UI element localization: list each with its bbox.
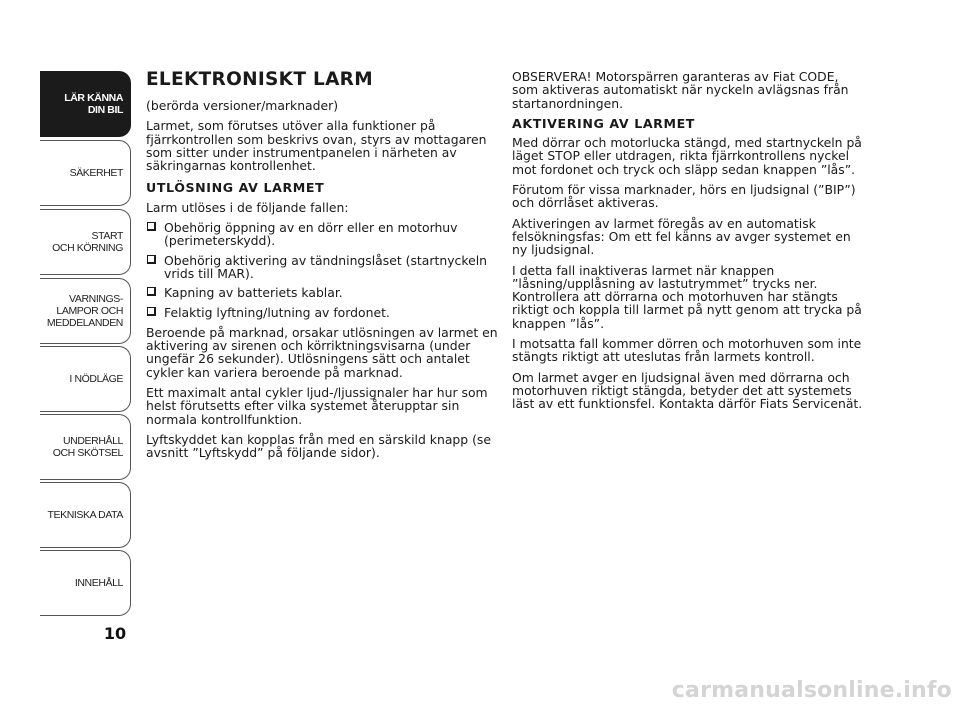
paragraph: Beroende på marknad, orsakar utlösningen av larmet en aktivering av sirenen och körriktningsvisarna (under ungefär 26 sekunder). Utlösningens sätt och antalet cykler kan variera beroende på marknad. (146, 324, 498, 380)
section-title: ELEKTRONISKT LARM (146, 69, 373, 90)
paragraph: I detta fall inaktiveras larmet när knappen ”låsning/upplåsning av lastutrymmet” trycks ner. Kontrollera att dörrarna och motorhuven har stängts riktigt och koppla till larmet på nytt genom att trycka på knappen ”lås”. (512, 262, 862, 331)
list-item: Felaktig lyftning/lutning av fordonet. (146, 306, 502, 319)
tab-i-nodlage[interactable]: I NÖDLÄGE (40, 346, 131, 412)
tab-tekniska-data[interactable]: TEKNISKA DATA (40, 482, 131, 548)
right-column (512, 70, 868, 418)
list-item: Kapning av batteriets kablar. (146, 286, 502, 299)
tab-innehall[interactable]: INNEHÅLL (40, 550, 131, 616)
checkbox-bullet-icon (147, 222, 156, 231)
left-column (146, 70, 502, 467)
intro-paragraph: Larmet, som förutses utöver alla funktioner på fjärrkontrollen som beskrivs ovan, styrs av mottagaren som sitter under instrumentpanelen i närheten av säkringarnas kontrollenhet. (146, 118, 487, 174)
paragraph: Förutom för vissa marknader, hörs en ljudsignal (”BIP”) och dörrlåset aktiveras. (512, 182, 856, 211)
chapter-tabs (40, 71, 133, 619)
tab-sakerhet[interactable]: SÄKERHET (40, 140, 131, 206)
heading-aktivering: AKTIVERING AV LARMET (512, 115, 695, 131)
checkbox-bullet-icon (147, 307, 156, 316)
note-paragraph: OBSERVERA! Motorspärren garanteras av Fiat CODE, som aktiveras automatiskt när nyckeln avlägsnas från startanordningen. (512, 69, 849, 111)
lead-paragraph: Larm utlöses i de följande fallen: (146, 199, 349, 215)
paragraph: Om larmet avger en ljudsignal även med dörrarna och motorhuven riktigt stängda, betyder det att systemets läst av ett funktionsfel. Kontakta därför Fiats Servicenät. (512, 369, 863, 412)
list-item: Obehörig öppning av en dörr eller en motorhuv (perimeterskydd). (146, 221, 502, 248)
checkbox-bullet-icon (147, 255, 156, 264)
tab-lar-kanna-din-bil[interactable]: LÄR KÄNNA DIN BIL (40, 71, 131, 137)
subtitle: (berörda versioner/marknader) (146, 98, 339, 113)
trigger-list (146, 221, 502, 319)
paragraph: Ett maximalt antal cykler ljud-/ljussignaler har hur som helst förutsetts efter vilka systemet återupptar sin normala kontrollfunktion. (146, 385, 488, 427)
watermark: carmanualsonline.info (671, 678, 952, 703)
paragraph: Lyftskyddet kan kopplas från med en särskild knapp (se avsnitt ”Lyftskydd” på följande sidor). (146, 431, 492, 461)
paragraph: I motsatta fall kommer dörren och motorhuven som inte stängts riktigt att uteslutas från larmets kontroll. (512, 336, 862, 365)
list-item: Obehörig aktivering av tändningslåset (startnyckeln vrids till MAR). (146, 254, 502, 281)
page-number: 10 (103, 624, 127, 643)
paragraph: Med dörrar och motorlucka stängd, med startnyckeln på läget STOP eller utdragen, rikta fjärrkontrollens nyckel mot fordonet och tryck och släpp sedan knappen ”lås”. (512, 135, 862, 177)
paragraph: Aktiveringen av larmet föregås av en automatisk felsökningsfas: Om ett fel känns av avger systemet en ny ljudsignal. (512, 215, 851, 258)
tab-start-och-korning[interactable]: START OCH KÖRNING (40, 209, 131, 275)
tab-varningslampor[interactable]: VARNINGS- LAMPOR OCH MEDDELANDEN (40, 278, 131, 344)
tab-underhall-och-skotsel[interactable]: UNDERHÅLL OCH SKÖTSEL (40, 414, 131, 480)
checkbox-bullet-icon (147, 287, 156, 296)
heading-utlosning: UTLÖSNING AV LARMET (146, 180, 325, 196)
